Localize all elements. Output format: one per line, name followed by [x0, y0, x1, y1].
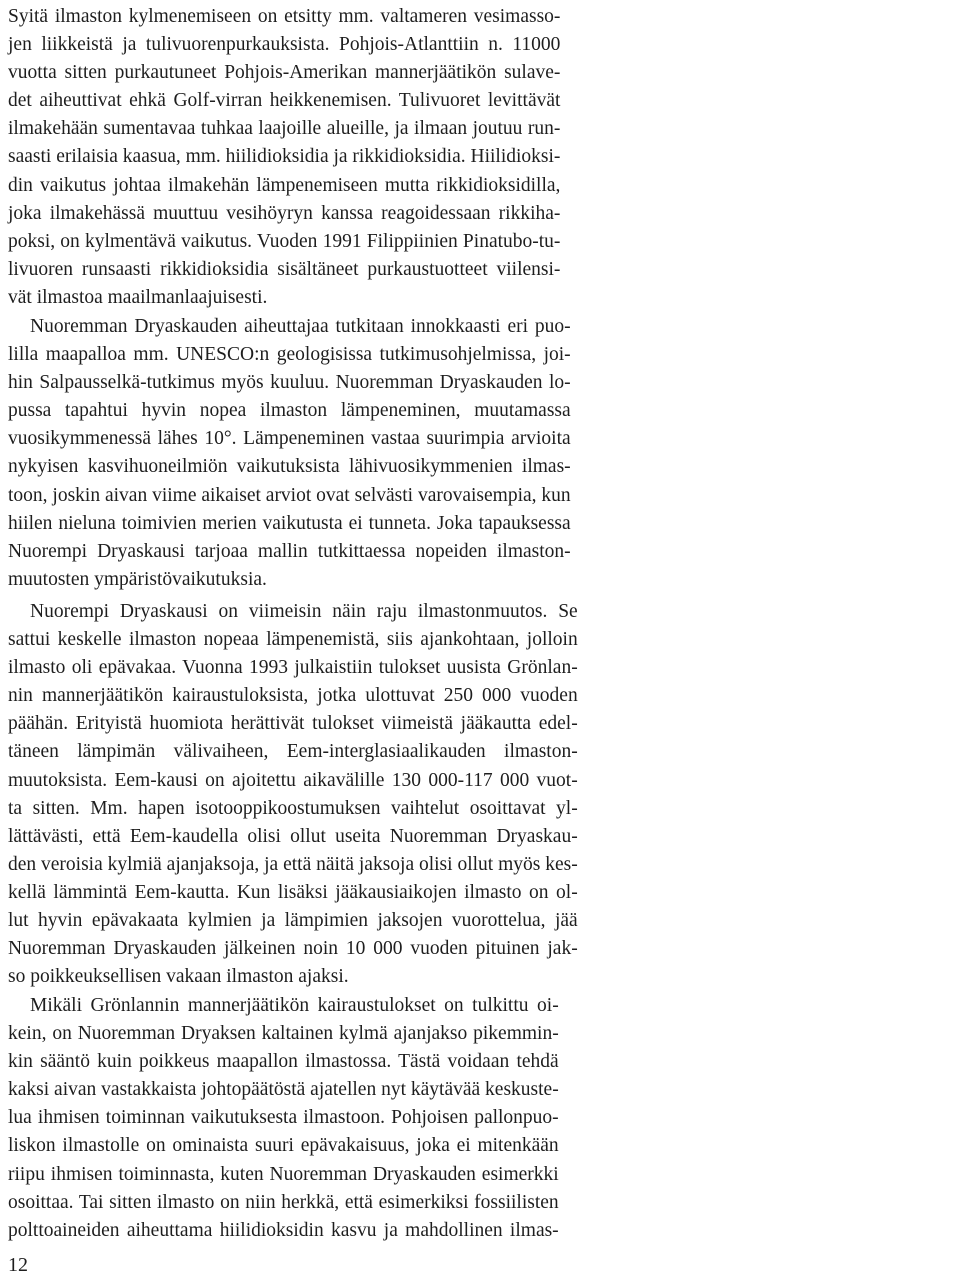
text-line: kellä lämmintä Eem-kautta. Kun lisäksi jääkausiaikojen ilmasto on ol- — [8, 881, 578, 903]
text-line: ilmasto oli epävakaa. Vuonna 1993 julkaistiin tulokset uusista Grönlan- — [8, 657, 578, 679]
text-line: nykyisen kasvihuoneilmiön vaikutuksista lähivuosikymmenien ilmas- — [8, 456, 571, 478]
text-line: täneen lämpimän välivaiheen, Eem-interglasiaalikauden ilmaston- — [8, 741, 578, 763]
text-line: sattui keskelle ilmaston nopeaa lämpenemistä, siis ajankohtaan, jolloin — [8, 629, 578, 651]
text-line: joka ilmakehässä muuttuu vesihöyryn kanssa reagoidessaan rikkiha- — [8, 202, 561, 224]
text-line: toon, joskin aivan viime aikaiset arviot ovat selvästi varovaisempia, kun — [8, 484, 571, 506]
text-line: din vaikutus johtaa ilmakehän lämpenemiseen mutta rikkidioksidilla, — [8, 174, 561, 196]
text-line: ilmakehään sumentavaa tuhkaa laajoille alueille, ja ilmaan joutuu run- — [8, 118, 561, 140]
text-line: ta sitten. Mm. hapen isotooppikoostumuksen vaihtelut osoittavat yl- — [8, 797, 578, 819]
text-line: den veroisia kylmiä ajanjaksoja, ja että näitä jaksoja olisi ollut myös kes- — [8, 853, 578, 875]
text-line: kaksi aivan vastakkaista johtopäätöstä ajatellen nyt käytävää keskuste- — [8, 1079, 559, 1101]
text-line: lut hyvin epävakaata kylmien ja lämpimien jaksojen vuorottelua, jää — [8, 910, 578, 932]
text-line: livuoren runsaasti rikkidioksidia sisältäneet purkaustuotteet viilensi- — [8, 258, 561, 280]
text-line: osoittaa. Tai sitten ilmasto on niin herkkä, että esimerkiksi fossiilisten — [8, 1191, 559, 1213]
paragraph-3 — [8, 598, 578, 991]
text-line: kin sääntö kuin poikkeus maapallon ilmastossa. Tästä voidaan tehdä — [8, 1051, 559, 1073]
page-number: 12 — [8, 1254, 28, 1276]
text-line: lua ihmisen toiminnan vaikutuksesta ilmastoon. Pohjoisen pallonpuo- — [8, 1107, 559, 1129]
text-line: liskon ilmastolle on ominaista suuri epävakaisuus, joka ei mitenkään — [8, 1135, 559, 1157]
text-line: saasti erilaisia kaasua, mm. hiilidioksidia ja rikkidioksidia. Hiilidioksi- — [8, 146, 561, 168]
text-line: jen liikkeistä ja tulivuorenpurkauksista. Pohjois-Atlanttiin n. 11000 — [8, 34, 561, 56]
text-line: poksi, on kylmentävä vaikutus. Vuoden 1991 Filippiinien Pinatubo-tu- — [8, 230, 561, 252]
text-line: kein, on Nuoremman Dryaksen kaltainen kylmä ajanjakso pikemmin- — [8, 1023, 559, 1045]
text-line: det aiheuttivat ehkä Golf-virran heikkenemisen. Tulivuoret levittävät — [8, 90, 561, 112]
text-line: riipu ihmisen toiminnasta, kuten Nuoremman Dryaskauden esimerkki — [8, 1163, 559, 1185]
text-line: vät ilmastoa maailmanlaajuisesti. — [8, 286, 268, 308]
text-line: muutoksista. Eem-kausi on ajoitettu aikavälille 130 000-117 000 vuot- — [8, 769, 578, 791]
text-line: Nuorempi Dryaskausi tarjoaa mallin tutkittaessa nopeiden ilmaston- — [8, 540, 571, 562]
text-line: vuotta sitten purkautuneet Pohjois-Amerikan mannerjäätikön sulave- — [8, 62, 561, 84]
text-line: pussa tapahtui hyvin nopea ilmaston lämpeneminen, muutamassa — [8, 400, 571, 422]
text-line: Mikäli Grönlannin mannerjäätikön kairaustulokset on tulkittu oi- — [30, 995, 559, 1016]
text-line: muutosten ympäristövaikutuksia. — [8, 568, 267, 590]
text-line: Nuoremman Dryaskauden jälkeinen noin 10 000 vuoden pituinen jak- — [8, 938, 578, 960]
text-line: lilla maapalloa mm. UNESCO:n geologisissa tutkimusohjelmissa, joi- — [8, 344, 571, 366]
text-line: nin mannerjäätikön kairaustuloksista, jotka ulottuvat 250 000 vuoden — [8, 685, 578, 707]
text-line: hiilen nieluna toimivien merien vaikutusta ei tunneta. Joka tapauksessa — [8, 512, 571, 534]
text-line: Nuoremman Dryaskauden aiheuttajaa tutkitaan innokkaasti eri puo- — [30, 316, 571, 337]
text-line: vuosikymmenessä lähes 10°. Lämpeneminen vastaa suurimpia arvioita — [8, 428, 571, 450]
text-line: lättävästi, että Eem-kaudella olisi ollut useita Nuoremman Dryaskau- — [8, 825, 578, 847]
paragraph-2 — [8, 313, 571, 594]
text-line: hin Salpausselkä-tutkimus myös kuuluu. Nuoremman Dryaskauden lo- — [8, 372, 571, 394]
text-line: Syitä ilmaston kylmenemiseen on etsitty mm. valtameren vesimasso- — [8, 6, 561, 27]
text-line: Nuorempi Dryaskausi on viimeisin näin raju ilmastonmuutos. Se — [30, 601, 578, 622]
paragraph-4 — [8, 992, 559, 1245]
text-line: polttoaineiden aiheuttama hiilidioksidin kasvu ja mahdollinen ilmas- — [8, 1219, 559, 1241]
paragraph-1 — [8, 3, 560, 312]
text-line: so poikkeuksellisen vakaan ilmaston ajaksi. — [8, 966, 349, 988]
text-line: päähän. Erityistä huomiota herättivät tulokset viimeistä jääkautta edel- — [8, 713, 578, 735]
